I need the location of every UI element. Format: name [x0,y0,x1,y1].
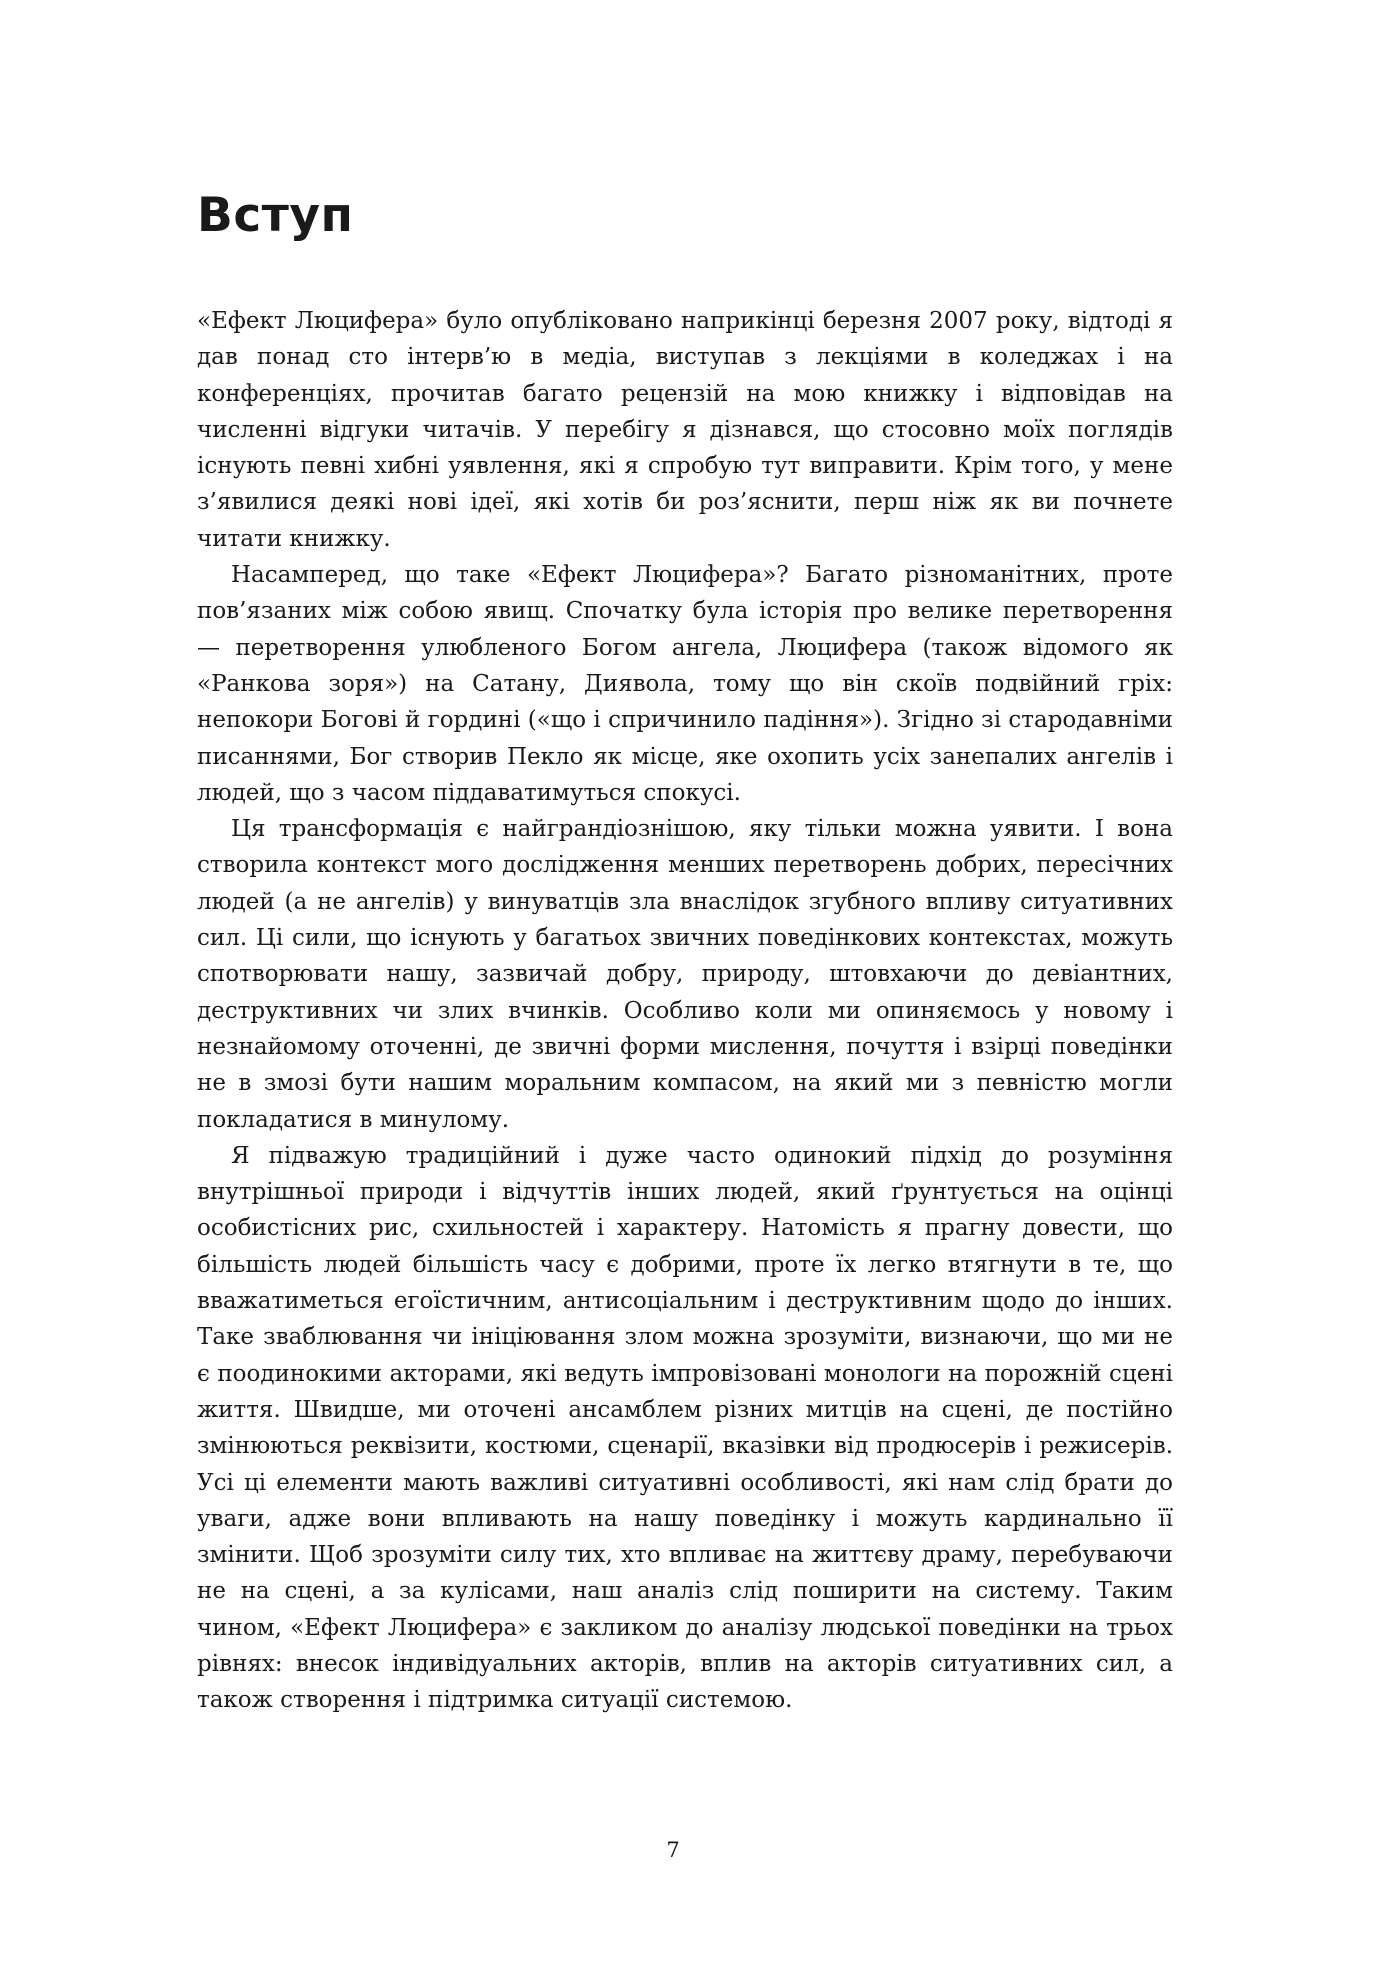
body-text [197,303,1173,1719]
paragraph-2: Насамперед, що таке «Ефект Люцифера»? Багато різноманітних, проте пов’язаних між собою явищ. Спочатку була історія про велике перетворення — перетворення улюбленого Богом ангела, Люцифера (також відомого як «Ранкова зоря») на Сатану, Диявола, тому що він скоїв подвійний гріх: непокори Богові й гордині («що і спричинило падіння»). Згідно зі стародавніми писаннями, Бог створив Пекло як місце, яке охопить усіх занепалих ангелів і людей, що з часом піддаватимуться спокусі. [197,562,1173,806]
paragraph-4: Я підважую традиційний і дуже часто одинокий підхід до розуміння внутрішньої природи і відчуттів інших людей, який ґрунтується на оцінці особистісних рис, схильностей і характеру. Натомість я прагну довести, що більшість людей більшість часу є добрими, проте їх легко втягнути в те, що вважатиметься егоїстичним, антисоціальним і деструктивним щодо до інших. Таке зваблювання чи ініціювання злом можна зрозуміти, визнаючи, що ми не є поодинокими акторами, які ведуть імпровізовані монологи на порожній сцені життя. Швидше, ми оточені ансамблем різних митців на сцені, де постійно змінюються реквізити, костюми, сценарії, вказівки від продюсерів і режисерів. Усі ці елементи мають важливі ситуативні особливості, які нам слід брати до уваги, адже вони впливають на нашу поведінку і можуть кардинально її змінити. Щоб зрозуміти силу тих, хто впливає на життєву драму, перебуваючи не на сцені, а за кулісами, наш аналіз слід поширити на систему. Таким чином, «Ефект Люцифера» є закликом до аналізу людської поведінки на трьох рівнях: внесок індивідуальних акторів, вплив на акторів ситуативних сил, а також створення і підтримка ситуації системою. [197,1142,1173,1714]
chapter-title: Вступ [197,188,354,243]
paragraph-3: Ця трансформація є найграндіознішою, яку тільки можна уявити. І вона створила контекст мого дослідження менших перетворень добрих, пересічних людей (а не ангелів) у винуватців зла внаслідок згубного впливу ситуативних сил. Ці сили, що існують у багатьох звичних поведінкових контекстах, можуть спотворювати нашу, зазвичай добру, природу, штовхаючи до девіантних, деструктивних чи злих вчинків. Особливо коли ми опиняємось у новому і незнайомому оточенні, де звичні форми мислення, почуття і взірці поведінки не в змозі бути нашим моральним компасом, на який ми з певністю могли покладатися в минулому. [197,816,1173,1133]
paragraph-1: «Ефект Люцифера» було опубліковано наприкінці березня 2007 року, відтоді я дав понад сто інтерв’ю в медіа, виступав з лекціями в коледжах і на конференціях, прочитав багато рецензій на мою книжку і відповідав на численні відгуки читачів. У перебігу я дізнався, що стосовно моїх поглядів існують певні хибні уявлення, які я спробую тут виправити. Крім того, у мене з’явилися деякі нові ідеї, які хотів би роз’яснити, перш ніж як ви почнете читати книжку. [197,308,1173,552]
page-number: 7 [666,1838,680,1862]
